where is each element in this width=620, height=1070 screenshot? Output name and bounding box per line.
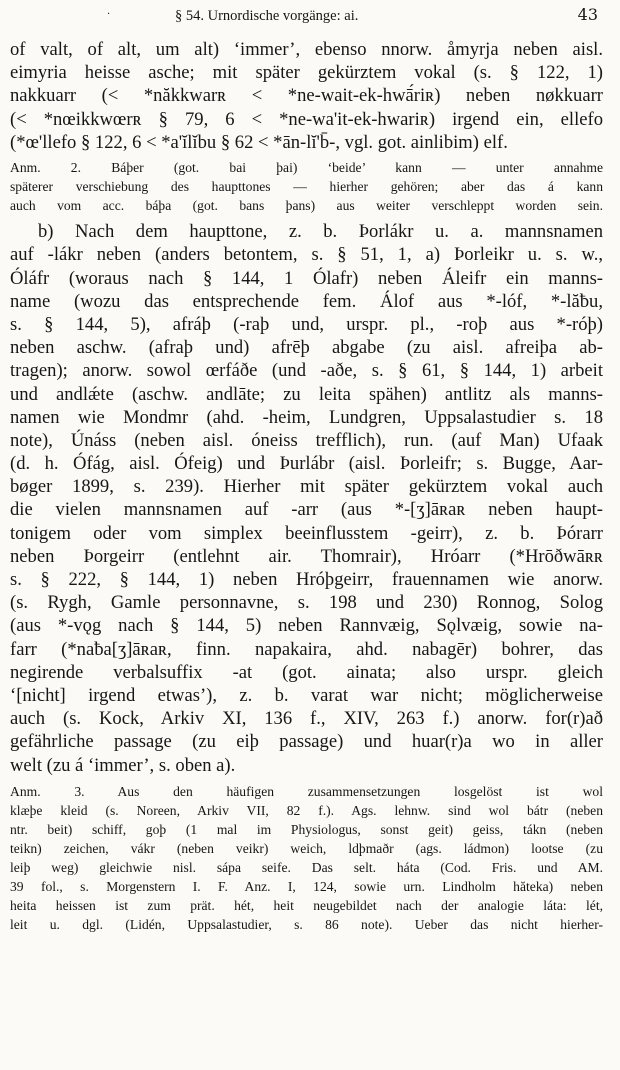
text-line: Óláfr (woraus nach § 144, 1 Ólafr) neben Áleifr ein manns- [10, 267, 603, 289]
text-line: (aus *-vǫg nach § 144, 5) neben Rannvæig, Sǫlvæig, sowie na- [10, 615, 603, 637]
text-line: name (wozu das entsprechende fem. Álof aus *-lóf, *-lăƀu, [10, 290, 603, 312]
text-line: welt (zu á ‘immer’, s. oben a). [10, 754, 236, 776]
header-mark: · [107, 9, 111, 20]
note-line: leit u. dgl. (Lidén, Uppsalastudier, s. 86 note). Ueber das nicht hierher- [10, 917, 603, 933]
text-line: (< *nœikkwœrʀ § 79, 6 < *ne-wa'it-ek-hwariʀ) irgend ein, ellefo [10, 108, 603, 130]
note-line: späterer verschiebung des haupttones — hierher gehören; aber das á kann [10, 179, 603, 195]
note-line: Anm. 3. Aus den häufigen zusammensetzungen losgelöst ist wol [10, 783, 603, 799]
remark-3 [10, 782, 603, 935]
note-line: auch vom acc. báþa (got. bans þans) aus weiter verschleppt worden sein. [10, 198, 603, 214]
text-line: und andlǽte (aschw. andlāte; zu leita spähen) antlitz als manns- [10, 383, 603, 405]
text-line: namen wie Mondmr (ahd. -heim, Lundgren, Uppsalastudier s. 18 [10, 406, 603, 428]
text-line: tragen); anorw. sowol œrfáðe (und -aðe, s. § 61, § 144, 1) arbeit [10, 360, 603, 382]
text-line: b) Nach dem haupttone, z. b. Þorlákr u. a. mannsnamen [38, 221, 603, 243]
note-line: leiþ weg) gleichwie nisl. sápa seife. Das selt. háta (Cod. Fris. und AM. [10, 860, 603, 876]
text-line: s. § 222, § 144, 1) neben Hróþgeirr, frauennamen wie anorw. [10, 569, 603, 591]
page-number: 43 [577, 5, 598, 24]
text-line: auf -lákr neben (anders betontem, s. § 51, 1, a) Þorleikr u. s. w., [10, 244, 603, 266]
text-line: s. § 144, 5), afráþ (-raþ und, urspr. pl., -roþ aus *-róþ) [10, 313, 603, 335]
remark-2 [10, 158, 603, 215]
text-line: note), Únáss (neben aisl. óneiss trefflich), run. (auf Man) Ufaak [10, 429, 603, 451]
text-line: auch (s. Kock, Arkiv XI, 136 f., XIV, 263 f.) anorw. for(r)að [10, 708, 603, 730]
text-line: negirende verbalsuffix -at (got. ainata; also urspr. gleich [10, 661, 603, 683]
text-line: die vielen mannsnamen auf -arr (aus *-[ʒ]āʀaʀ neben haupt- [10, 499, 603, 521]
paragraph-1 [10, 38, 603, 154]
text-line: neben aschw. (afraþ und) afrēþ abgabe (zu aisl. afreiþa ab- [10, 337, 603, 359]
text-line: tonigem oder vom simplex beeinflusstem -geirr), z. b. Þórarr [10, 522, 603, 544]
note-line: klæþe kleid (s. Noreen, Arkiv VII, 82 f.). Ags. lehnw. sind wol bátr (neben [10, 802, 603, 818]
text-line: (d. h. Ófág, aisl. Ófeig) und Þurlábr (aisl. Þorleifr; s. Bugge, Aar- [10, 453, 603, 475]
text-line: of valt, of alt, um alt) ‘immer’, ebenso nnorw. åmyrja neben aisl. [10, 39, 603, 60]
text-line: (*œ'llefo § 122, 6 < *a'ĭlĭbu § 62 < *ān-lĭ'b̄-, vgl. got. ainlibim) elf. [10, 131, 508, 153]
text-line: neben Þorgeirr (entlehnt air. Thomrair), Hróarr (*Hrōðwāʀʀ [10, 545, 603, 567]
note-line: Anm. 2. Báþer (got. bai þai) ‘beide’ kann — unter annahme [10, 159, 603, 175]
note-line: 39 fol., s. Morgenstern I. F. Anz. I, 124, sowie urn. Lindholm hăteka) neben [10, 879, 603, 895]
section-title: § 54. Urnordische vorgänge: ai. [175, 8, 359, 24]
note-line: teikn) zeichen, vákr (neben veikr) weich, ldþmaðr (ags. ládmon) lootse (zu [10, 841, 603, 856]
text-line: farr (*naƀa[ʒ]āʀaʀ, finn. napakaira, ahd. nabagēr) bohrer, das [10, 638, 603, 660]
page-body [10, 38, 603, 934]
text-line: eimyria heisse asche; mit später gekürztem vokal (s. § 122, 1) [10, 62, 603, 84]
paragraph-b [10, 220, 603, 777]
running-header [10, 3, 600, 29]
note-line: heita heissen ist zum prät. hét, heit neugebildet nach der analogie láta: lét, [10, 898, 603, 914]
text-line: gefährliche passage (zu eiþ passage) und huar(r)a wo in aller [10, 731, 603, 753]
note-line: ntr. beit) schiff, goþ (1 mal im Physiologus, sonst geit) geiss, tákn (neben [10, 821, 603, 837]
text-line: (s. Rygh, Gamle personnavne, s. 198 und 230) Ronnog, Solog [10, 592, 603, 614]
text-line: nakkuarr (< *năkkwarʀ < *ne-wait-ek-hwā́riʀ) neben nøkkuarr [10, 85, 603, 107]
text-line: ‘[nicht] irgend etwas’), z. b. varat war nicht; möglicherweise [10, 684, 603, 706]
text-line: bøger 1899, s. 239). Hierher mit später gekürztem vokal auch [10, 476, 603, 498]
